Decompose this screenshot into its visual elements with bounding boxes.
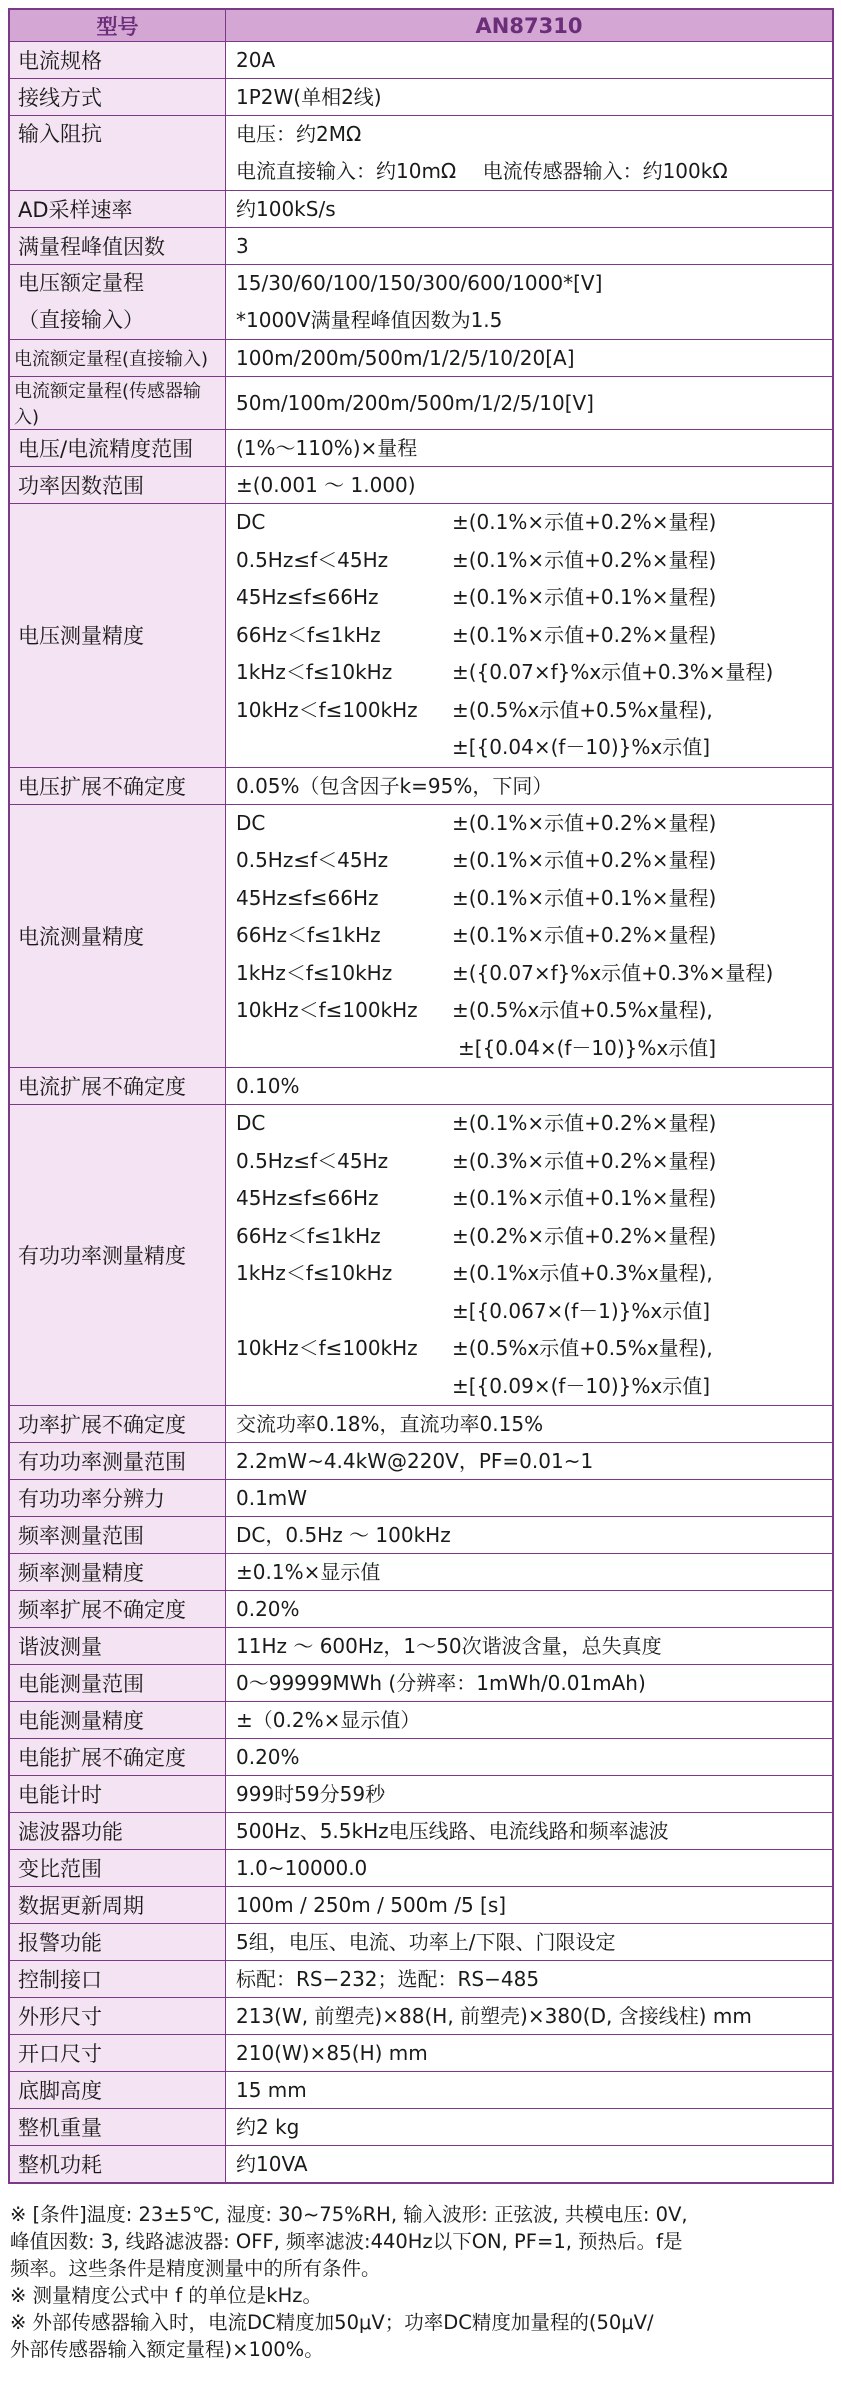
frequency-condition: 1kHz＜f≤10kHz bbox=[236, 960, 393, 985]
frequency-condition: DC bbox=[236, 510, 266, 534]
spec-label: 有功功率测量精度 bbox=[10, 1105, 226, 1405]
accuracy-line bbox=[236, 1180, 822, 1218]
spec-value: (1%～110%)×量程 bbox=[236, 436, 418, 460]
spec-label: 滤波器功能 bbox=[10, 1813, 226, 1849]
accuracy-formula: ±[{0.09×(f－10)}%x示值] bbox=[452, 1373, 711, 1398]
accuracy-line bbox=[236, 1330, 822, 1368]
spec-table bbox=[8, 8, 834, 2184]
accuracy-formula: ±[{0.067×(f－1)}%x示值] bbox=[452, 1298, 711, 1323]
accuracy-line bbox=[236, 692, 822, 730]
spec-row bbox=[10, 1517, 832, 1554]
accuracy-formula: ±(0.5%x示值+0.5%x量程), bbox=[452, 998, 713, 1022]
spec-value: 2.2mW~4.4kW@220V，PF=0.01~1 bbox=[236, 1449, 594, 1473]
spec-label: 数据更新周期 bbox=[10, 1887, 226, 1923]
header-label: 型号 bbox=[10, 10, 226, 41]
spec-row bbox=[10, 79, 832, 116]
accuracy-formula: ±(0.1%×示值+0.2%×量程) bbox=[452, 810, 717, 835]
spec-row bbox=[10, 1068, 832, 1105]
spec-label: 频率扩展不确定度 bbox=[10, 1591, 226, 1627]
spec-label: 电流额定量程(直接输入) bbox=[10, 340, 226, 376]
accuracy-formula: ±(0.1%×示值+0.2%×量程) bbox=[452, 622, 717, 647]
accuracy-line bbox=[236, 542, 822, 580]
spec-value: 5组，电压、电流、功率上/下限、门限设定 bbox=[236, 1930, 616, 1954]
spec-value: 0.05%（包含因子k=95%，下同） bbox=[236, 773, 553, 798]
spec-row bbox=[10, 1480, 832, 1517]
spec-value: DC，0.5Hz ～ 100kHz bbox=[236, 1523, 451, 1547]
accuracy-formula: ±(0.1%×示值+0.1%×量程) bbox=[452, 885, 717, 910]
frequency-condition: 10kHz＜f≤100kHz bbox=[236, 998, 418, 1022]
spec-value-line: 15/30/60/100/150/300/600/1000*[V] bbox=[236, 271, 603, 295]
spec-label bbox=[10, 265, 226, 339]
spec-label: 整机功耗 bbox=[10, 2146, 226, 2182]
spec-label: 满量程峰值因数 bbox=[10, 228, 226, 264]
spec-row-input-impedance bbox=[10, 116, 832, 191]
frequency-condition: DC bbox=[236, 1111, 266, 1135]
accuracy-line bbox=[236, 1218, 822, 1256]
spec-label: 电能扩展不确定度 bbox=[10, 1739, 226, 1775]
spec-value-line: *1000V满量程峰值因数为1.5 bbox=[236, 308, 503, 332]
spec-label: 电流扩展不确定度 bbox=[10, 1068, 226, 1104]
accuracy-formula: ±[{0.04×(f－10)}%x示值] bbox=[458, 1035, 717, 1060]
spec-row bbox=[10, 1665, 832, 1702]
accuracy-line bbox=[236, 617, 822, 655]
frequency-condition: 0.5Hz≤f＜45Hz bbox=[236, 1148, 389, 1173]
accuracy-formula: ±({0.07×f}%x示值+0.3%×量程) bbox=[452, 960, 774, 985]
spec-row bbox=[10, 1702, 832, 1739]
spec-value-line: 电压：约2MΩ bbox=[236, 122, 362, 146]
spec-row bbox=[10, 1813, 832, 1850]
frequency-condition: 10kHz＜f≤100kHz bbox=[236, 697, 418, 722]
spec-value: 约2 kg bbox=[236, 2115, 300, 2139]
accuracy-formula: ±(0.5%x示值+0.5%x量程), bbox=[452, 1336, 713, 1360]
accuracy-line bbox=[236, 992, 822, 1030]
accuracy-line bbox=[236, 842, 822, 880]
accuracy-line bbox=[236, 654, 822, 692]
spec-value: 标配：RS−232；选配：RS−485 bbox=[236, 1967, 540, 1991]
spec-value: 0.1mW bbox=[236, 1486, 308, 1510]
spec-value: 1.0~10000.0 bbox=[236, 1856, 368, 1880]
spec-value: 213(W, 前塑壳)×88(H, 前塑壳)×380(D, 含接线柱) mm bbox=[236, 2004, 752, 2028]
spec-value: 210(W)×85(H) mm bbox=[236, 2041, 428, 2065]
accuracy-line bbox=[236, 955, 822, 993]
spec-row bbox=[10, 1924, 832, 1961]
spec-value: 11Hz ～ 600Hz，1～50次谐波含量，总失真度 bbox=[236, 1634, 662, 1658]
spec-value: 0～99999MWh (分辨率：1mWh/0.01mAh) bbox=[236, 1671, 646, 1695]
frequency-condition: 66Hz＜f≤1kHz bbox=[236, 923, 381, 947]
spec-label: 功率因数范围 bbox=[10, 467, 226, 503]
accuracy-line bbox=[236, 917, 822, 955]
frequency-condition: 66Hz＜f≤1kHz bbox=[236, 622, 381, 647]
spec-value: 约10VA bbox=[236, 2152, 308, 2176]
spec-label: 电能测量范围 bbox=[10, 1665, 226, 1701]
spec-row bbox=[10, 1443, 832, 1480]
spec-row bbox=[10, 1850, 832, 1887]
accuracy-line bbox=[236, 805, 822, 843]
spec-label: 控制接口 bbox=[10, 1961, 226, 1997]
accuracy-formula: ±(0.3%×示值+0.2%×量程) bbox=[452, 1148, 717, 1173]
accuracy-formula: ±(0.1%×示值+0.2%×量程) bbox=[452, 923, 717, 947]
spec-label: 开口尺寸 bbox=[10, 2035, 226, 2071]
footnotes bbox=[10, 2201, 830, 2363]
spec-value: 0.10% bbox=[236, 1074, 300, 1098]
footnote-line: 频率。这些条件是精度测量中的所有条件。 bbox=[10, 2257, 381, 2280]
spec-value: ±0.1%×显示值 bbox=[236, 1560, 381, 1584]
accuracy-formula: ±({0.07×f}%x示值+0.3%×量程) bbox=[452, 660, 774, 684]
spec-label: 频率测量范围 bbox=[10, 1517, 226, 1553]
spec-value: ±(0.001 ～ 1.000) bbox=[236, 473, 416, 497]
spec-row bbox=[10, 1628, 832, 1665]
frequency-condition bbox=[236, 1030, 452, 1068]
accuracy-line bbox=[236, 1255, 822, 1293]
frequency-condition: 45Hz≤f≤66Hz bbox=[236, 585, 379, 609]
spec-label: 报警功能 bbox=[10, 1924, 226, 1960]
spec-label: 电压扩展不确定度 bbox=[10, 768, 226, 804]
accuracy-line bbox=[236, 1105, 822, 1143]
spec-value: 15 mm bbox=[236, 2078, 307, 2102]
spec-value: 约100kS/s bbox=[236, 197, 336, 221]
spec-row bbox=[10, 467, 832, 504]
spec-value: 500Hz、5.5kHz电压线路、电流线路和频率滤波 bbox=[236, 1819, 669, 1843]
accuracy-line bbox=[236, 880, 822, 918]
spec-row bbox=[10, 2109, 832, 2146]
frequency-condition: 0.5Hz≤f＜45Hz bbox=[236, 547, 389, 572]
frequency-condition: DC bbox=[236, 810, 266, 835]
spec-label: 谐波测量 bbox=[10, 1628, 226, 1664]
spec-value: 3 bbox=[236, 234, 249, 258]
footnote-line: ※ 测量精度公式中 f 的单位是kHz。 bbox=[10, 2284, 322, 2307]
spec-row bbox=[10, 191, 832, 228]
footnote-line: ※ 外部传感器输入时，电流DC精度加50μV；功率DC精度加量程的(50μV/ bbox=[10, 2311, 654, 2334]
spec-label: 输入阻抗 bbox=[10, 116, 226, 190]
accuracy-formula: ±(0.2%×示值+0.2%×量程) bbox=[452, 1223, 717, 1248]
spec-label: 电能计时 bbox=[10, 1776, 226, 1812]
spec-row bbox=[10, 430, 832, 467]
spec-label: 变比范围 bbox=[10, 1850, 226, 1886]
spec-label: 频率测量精度 bbox=[10, 1554, 226, 1590]
spec-value: 0.20% bbox=[236, 1745, 300, 1769]
spec-row bbox=[10, 1887, 832, 1924]
spec-value-line: 电流直接输入：约10mΩ 电流传感器输入：约100kΩ bbox=[236, 159, 728, 183]
spec-value: ±（0.2%×显示值） bbox=[236, 1708, 421, 1732]
label-line: （直接输入） bbox=[18, 308, 144, 332]
spec-row-power-accuracy bbox=[10, 1105, 832, 1406]
frequency-condition: 1kHz＜f≤10kHz bbox=[236, 1261, 393, 1285]
accuracy-formula: ±(0.1%×示值+0.2%×量程) bbox=[452, 510, 717, 534]
frequency-condition: 10kHz＜f≤100kHz bbox=[236, 1336, 418, 1360]
accuracy-formula: ±(0.1%×示值+0.2%×量程) bbox=[452, 1111, 717, 1135]
spec-label: AD采样速率 bbox=[10, 191, 226, 227]
spec-value: 100m/200m/500m/1/2/5/10/20[A] bbox=[236, 346, 575, 370]
spec-row bbox=[10, 1591, 832, 1628]
spec-value: 999时59分59秒 bbox=[236, 1782, 386, 1806]
spec-value: 100m / 250m / 500m /5 [s] bbox=[236, 1893, 507, 1917]
accuracy-formula: ±(0.1%×示值+0.1%×量程) bbox=[452, 1186, 717, 1210]
spec-row bbox=[10, 1961, 832, 1998]
spec-row bbox=[10, 1739, 832, 1776]
spec-value: 20A bbox=[236, 48, 276, 72]
accuracy-line bbox=[236, 1368, 822, 1406]
spec-value: 交流功率0.18%，直流功率0.15% bbox=[236, 1412, 544, 1436]
spec-value: 50m/100m/200m/500m/1/2/5/10[V] bbox=[236, 391, 594, 415]
frequency-condition: 66Hz＜f≤1kHz bbox=[236, 1223, 381, 1248]
spec-row-current-accuracy bbox=[10, 805, 832, 1069]
footnote-line: ※ [条件]温度: 23±5℃, 湿度: 30~75%RH, 输入波形: 正弦波, 共模电压: 0V, bbox=[10, 2203, 688, 2226]
label-line: 电压额定量程 bbox=[18, 271, 144, 295]
spec-label: 整机重量 bbox=[10, 2109, 226, 2145]
accuracy-line bbox=[236, 579, 822, 617]
accuracy-line bbox=[236, 504, 822, 542]
accuracy-formula: ±(0.5%x示值+0.5%x量程), bbox=[452, 697, 713, 722]
spec-label: 电压/电流精度范围 bbox=[10, 430, 226, 466]
spec-row bbox=[10, 1998, 832, 2035]
spec-label: 电流额定量程(传感器输入) bbox=[10, 377, 226, 429]
spec-row bbox=[10, 1776, 832, 1813]
frequency-condition bbox=[236, 729, 452, 767]
accuracy-line bbox=[236, 1030, 822, 1068]
spec-row bbox=[10, 2035, 832, 2072]
spec-row bbox=[10, 1554, 832, 1591]
spec-value: 1P2W(单相2线) bbox=[236, 85, 382, 109]
frequency-condition: 45Hz≤f≤66Hz bbox=[236, 885, 379, 910]
header-row bbox=[10, 10, 832, 42]
spec-value: 0.20% bbox=[236, 1597, 300, 1621]
accuracy-line bbox=[236, 1293, 822, 1331]
model-number: AN87310 bbox=[475, 13, 583, 38]
frequency-condition: 1kHz＜f≤10kHz bbox=[236, 660, 393, 684]
spec-row-voltage-accuracy bbox=[10, 504, 832, 768]
spec-row bbox=[10, 42, 832, 79]
spec-label: 底脚高度 bbox=[10, 2072, 226, 2108]
frequency-condition: 0.5Hz≤f＜45Hz bbox=[236, 848, 389, 872]
spec-label: 电流规格 bbox=[10, 42, 226, 78]
accuracy-formula: ±(0.1%x示值+0.3%x量程), bbox=[452, 1261, 713, 1285]
spec-row bbox=[10, 377, 832, 430]
spec-row bbox=[10, 340, 832, 377]
spec-row bbox=[10, 768, 832, 805]
footnote-line: 峰值因数: 3, 线路滤波器: OFF, 频率滤波:440Hz以下ON, PF=1, 预热后。f是 bbox=[10, 2230, 683, 2253]
accuracy-formula: ±(0.1%×示值+0.1%×量程) bbox=[452, 585, 717, 609]
spec-label: 电流测量精度 bbox=[10, 805, 226, 1068]
spec-label: 接线方式 bbox=[10, 79, 226, 115]
frequency-condition bbox=[236, 1293, 452, 1331]
spec-label: 功率扩展不确定度 bbox=[10, 1406, 226, 1442]
spec-label: 有功功率测量范围 bbox=[10, 1443, 226, 1479]
spec-label: 外形尺寸 bbox=[10, 1998, 226, 2034]
frequency-condition: 45Hz≤f≤66Hz bbox=[236, 1186, 379, 1210]
spec-label: 有功功率分辨力 bbox=[10, 1480, 226, 1516]
frequency-condition bbox=[236, 1368, 452, 1406]
spec-row bbox=[10, 2146, 832, 2182]
accuracy-line bbox=[236, 729, 822, 767]
spec-label: 电压测量精度 bbox=[10, 504, 226, 767]
accuracy-line bbox=[236, 1143, 822, 1181]
accuracy-formula: ±(0.1%×示值+0.2%×量程) bbox=[452, 547, 717, 572]
spec-row bbox=[10, 228, 832, 265]
footnote-line: 外部传感器输入额定量程)×100%。 bbox=[10, 2338, 324, 2361]
accuracy-formula: ±[{0.04×(f－10)}%x示值] bbox=[452, 735, 711, 759]
accuracy-formula: ±(0.1%×示值+0.2%×量程) bbox=[452, 848, 717, 872]
spec-row-voltage-range bbox=[10, 265, 832, 340]
spec-row bbox=[10, 2072, 832, 2109]
spec-row bbox=[10, 1406, 832, 1443]
spec-label: 电能测量精度 bbox=[10, 1702, 226, 1738]
